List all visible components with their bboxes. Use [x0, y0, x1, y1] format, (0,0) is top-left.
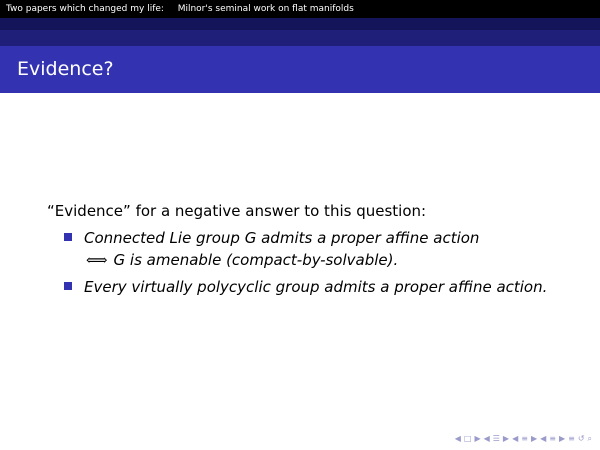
nav-control-icon[interactable]: ◀ — [540, 434, 547, 443]
slide-headline — [0, 0, 600, 18]
nav-control-icon[interactable]: ◀ — [512, 434, 519, 443]
iff-symbol: ⟺ — [86, 251, 108, 269]
nav-control-icon[interactable]: ☰ — [492, 434, 500, 443]
nav-control-icon[interactable]: ≡ — [521, 434, 528, 443]
nav-control-icon[interactable]: ↺ — [577, 434, 585, 443]
nav-control-icon[interactable]: ▶ — [474, 434, 481, 443]
nav-control-icon[interactable]: ▶ — [558, 434, 566, 443]
lead-sentence: “Evidence” for a negative answer to this question: — [47, 202, 427, 220]
square-bullet-icon — [64, 233, 72, 241]
nav-control-icon[interactable]: ▶ — [530, 434, 538, 443]
nav-control-icon[interactable]: ◀ — [454, 434, 461, 443]
bullet-item-1 — [64, 229, 479, 247]
square-bullet-icon — [64, 282, 72, 290]
bullet-item-2-line1: Every virtually polycyclic group admits a proper affine action. — [84, 278, 548, 296]
frame-title: Evidence? — [0, 46, 600, 93]
nav-control-icon[interactable]: □ — [463, 434, 472, 443]
nav-control-icon[interactable]: ≡ — [568, 434, 575, 443]
beamer-navigation-bar[interactable] — [452, 434, 592, 444]
header-band-mid — [0, 30, 600, 46]
bullet-item-2 — [64, 278, 547, 296]
headline-talk-title: Two papers which changed my life: — [6, 4, 164, 14]
header-band-dark — [0, 18, 600, 30]
nav-control-icon[interactable]: ⌕ — [587, 434, 592, 443]
nav-control-icon[interactable]: ≡ — [549, 434, 556, 443]
nav-control-icon[interactable]: ◀ — [483, 434, 490, 443]
headline-section-title: Milnor's seminal work on flat manifolds — [177, 4, 354, 14]
bullet-item-1-line1: Connected Lie group G admits a proper affine action — [84, 229, 480, 247]
nav-control-icon[interactable]: ▶ — [502, 434, 510, 443]
bullet-item-1-continuation — [86, 251, 398, 269]
bullet-item-1-line2: G is amenable (compact-by-solvable). — [113, 251, 399, 269]
